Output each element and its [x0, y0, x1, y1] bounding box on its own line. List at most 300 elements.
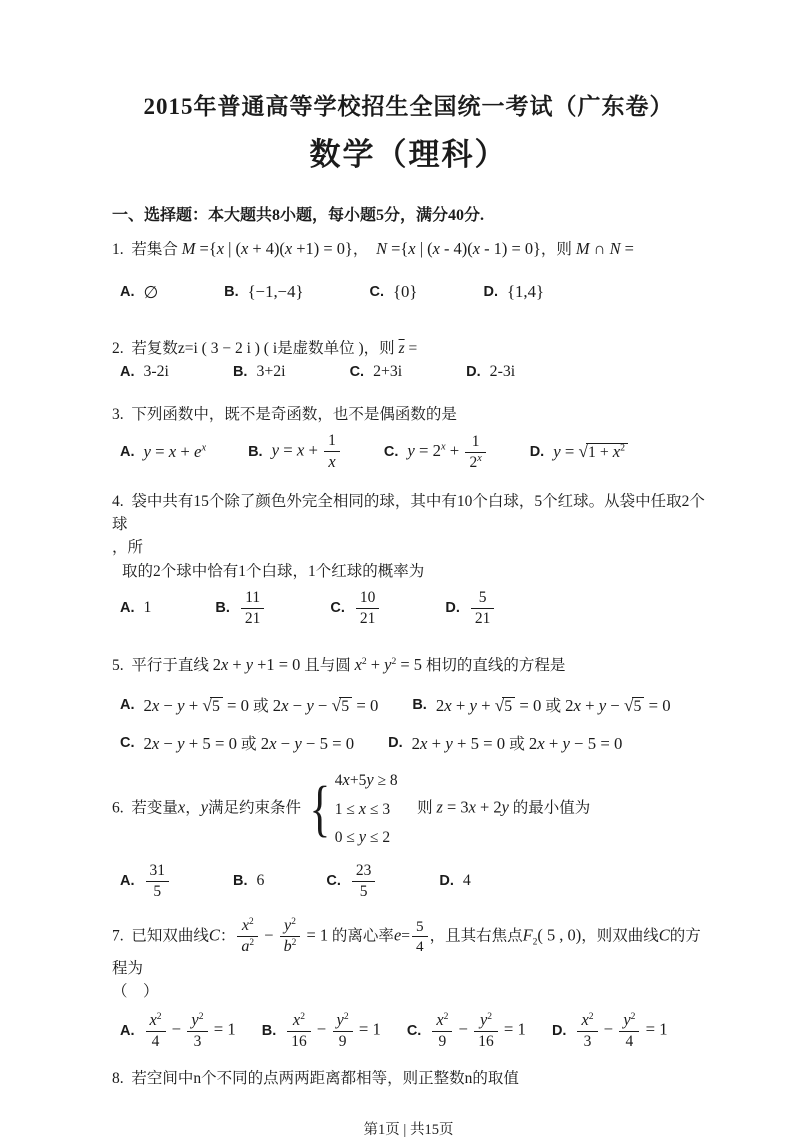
q4-option-B: [215, 589, 266, 628]
q5-option-B: [412, 693, 670, 716]
fraction-numerator: 23: [352, 862, 375, 882]
page-title: 2015年普通高等学校招生全国统一考试（广东卷）: [143, 94, 674, 119]
math-variable: y: [479, 1010, 488, 1030]
q5-option-A: [120, 693, 378, 716]
options-row: [112, 282, 705, 303]
q2-option-D: [466, 363, 515, 381]
math-text: | (: [224, 239, 241, 258]
question-stem: 2. 若复数z=i ( 3 − 2 i ) ( i是虚数单位 )，则 $\overline{z}$ =: [112, 339, 418, 357]
options-row: [112, 862, 705, 901]
math-variable: y: [358, 827, 367, 847]
math-variable: y: [469, 696, 477, 716]
math-text: 2: [212, 655, 221, 675]
option-content: [239, 589, 266, 628]
math-text: ={: [387, 239, 409, 258]
subscript: 2: [532, 936, 538, 948]
math-text: − 5 = 0: [301, 734, 355, 754]
math-variable: x: [201, 442, 207, 454]
math-variable: y: [384, 655, 392, 675]
math-variable: e: [194, 442, 202, 461]
question-8: [112, 1067, 705, 1090]
math-text: = 1: [209, 1019, 236, 1039]
fraction-numerator: [432, 1011, 452, 1032]
option-label: D.: [529, 444, 545, 460]
math-variable: x: [472, 239, 480, 258]
square-root: [202, 696, 222, 716]
option-label: C.: [383, 444, 399, 460]
math-variable: y: [200, 797, 208, 817]
question-stem: 6. 若变量x，y满足约束条件 { 4x+5y ≥ 8 1 ≤ x ≤ 3 0 ≤ y ≤ 2 则 z = 3x + 2y 的最小值为: [112, 768, 705, 850]
math-text: −: [312, 1019, 331, 1039]
option-content: [248, 282, 304, 302]
math-variable: y: [553, 442, 561, 461]
fraction-denominator: 3: [583, 1033, 592, 1051]
q1-option-A: [120, 282, 158, 303]
math-text: +: [228, 655, 246, 675]
math-variable: x: [354, 655, 362, 675]
constraint-line: 1 ≤ x ≤ 3: [334, 798, 391, 818]
fraction-denominator: [280, 937, 301, 957]
superscript: 2: [291, 916, 296, 927]
option-label: B.: [224, 284, 239, 301]
option-label: D.: [466, 363, 481, 380]
option-label: C.: [326, 873, 341, 890]
math-text: +: [304, 440, 323, 460]
option-label: C.: [330, 600, 345, 617]
math-variable: M: [575, 239, 590, 258]
math-text: = 1: [641, 1019, 668, 1039]
math-text: ( 5 , 0): [537, 925, 582, 945]
superscript: 2: [156, 1011, 162, 1023]
math-text: = 2: [414, 440, 441, 460]
page-subtitle: 数学（理科）: [309, 137, 508, 172]
question-stem: ，所: [112, 539, 144, 557]
math-text: - 4)(: [439, 239, 473, 258]
math-text: −: [606, 696, 624, 716]
math-variable: y: [177, 734, 185, 754]
options-row: [112, 731, 705, 754]
math-variable: a: [241, 938, 250, 956]
option-label: A.: [120, 363, 135, 380]
option-label: A.: [120, 873, 135, 890]
math-variable: y: [191, 1010, 199, 1030]
option-content: [507, 282, 544, 302]
sqrt-body: 5: [339, 697, 352, 715]
q3-option-A: [120, 442, 206, 462]
math-text: 2: [435, 696, 445, 716]
overline-variable: $\overline{z}$: [398, 339, 405, 357]
math-text: +: [445, 440, 464, 460]
fraction: [356, 589, 379, 628]
math-text: 2: [260, 734, 270, 754]
math-variable: N: [376, 239, 388, 258]
fraction-numerator: 10: [356, 589, 379, 609]
math-text: −: [599, 1019, 618, 1039]
q5-option-C: [120, 731, 354, 754]
q2-option-A: [120, 363, 169, 381]
math-text: ={: [195, 239, 217, 258]
q5-option-D: [388, 731, 622, 754]
options-row: [112, 693, 705, 716]
math-text: −: [276, 734, 295, 754]
option-content: [575, 1011, 667, 1051]
math-text: ∩: [589, 239, 610, 258]
radical-icon: √: [331, 696, 342, 716]
math-text: 2: [272, 696, 282, 716]
math-text: − 5 = 0: [569, 734, 623, 754]
fraction: [146, 1011, 166, 1051]
math-variable: F: [522, 925, 533, 945]
question-stem: 5. 平行于直线 2x + y +1 = 0 且与圆 $x^2 + y^2 = 5$ 相切的直线的方程是: [112, 655, 566, 675]
option-label: D.: [551, 1023, 567, 1040]
option-content: 1: [143, 599, 152, 617]
fraction-denominator: 9: [338, 1033, 347, 1051]
fraction-denominator: 21: [359, 609, 376, 627]
superscript: 2: [343, 1011, 349, 1023]
option-label: A.: [120, 284, 135, 301]
option-content: 3-2i: [143, 362, 169, 380]
fraction-numerator: [280, 917, 301, 938]
math-variable: x: [441, 441, 446, 453]
math-text: +: [184, 696, 203, 716]
math-variable: y: [336, 1010, 344, 1030]
radical-icon: √: [494, 696, 505, 716]
math-text: + 5 = 0: [184, 734, 237, 754]
option-label: A.: [120, 444, 135, 460]
math-text: +1) = 0}: [292, 239, 353, 258]
fraction-numerator: 1: [324, 432, 340, 452]
section-header: 一、选择题：本大题共8小题，每小题5分，满分40分.: [112, 207, 485, 224]
q4-option-D: [445, 589, 496, 628]
superscript: 2: [588, 1011, 594, 1023]
question-stem: （ ）: [112, 982, 159, 1000]
math-text: +: [580, 696, 599, 716]
math-variable: x: [149, 1010, 157, 1030]
sqrt-body: 5: [502, 697, 515, 715]
q6-option-C: [326, 862, 377, 901]
math-variable: y: [284, 916, 292, 934]
math-text: | (: [415, 239, 433, 258]
q6-option-A: [120, 862, 171, 901]
question-stem: 7. 已知双曲线C： $\frac{x^2}{a^2}$ − $\frac{y^2}{b^2}$ = 1 的离心率e= $\frac{5}{4}$ ，且其右焦点$F_2$( 5 , 0)，则双曲线C的方程为: [112, 916, 701, 977]
superscript: 2: [198, 1011, 204, 1023]
math-variable: x: [432, 239, 440, 258]
math-text: + 4)(: [248, 239, 285, 258]
math-text: −: [288, 696, 307, 716]
radical-icon: √: [202, 696, 212, 716]
math-variable: z: [436, 797, 443, 817]
fraction: [619, 1011, 639, 1051]
math-variable: x: [241, 916, 249, 934]
q7-option-A: [120, 1011, 236, 1051]
radical-icon: √: [624, 696, 634, 716]
fraction: [412, 918, 428, 956]
math-variable: y: [245, 655, 254, 675]
option-content: 2+3i: [373, 362, 403, 380]
math-variable: x: [573, 696, 581, 716]
option-label: A.: [120, 1023, 135, 1040]
fraction-denominator: 4: [415, 938, 424, 956]
fraction-numerator: 1: [465, 433, 485, 453]
fraction-numerator: [146, 1011, 166, 1032]
q7-option-B: [262, 1011, 381, 1051]
question-stem: 3. 下列函数中，既不是奇函数，也不是偶函数的是: [112, 405, 457, 423]
math-variable: x: [477, 452, 482, 464]
sqrt-body: $1 + x^2$: [586, 443, 628, 461]
math-variable: N: [609, 239, 621, 258]
math-variable: x: [240, 239, 249, 258]
math-variable: x: [612, 442, 621, 461]
constraint-line: 4x+5y ≥ 8: [334, 770, 398, 790]
math-text: +1 = 0: [253, 655, 301, 675]
math-variable: y: [306, 696, 314, 716]
superscript: 2: [248, 916, 254, 927]
math-variable: b: [283, 938, 292, 956]
math-variable: y: [407, 440, 415, 460]
radical-icon: √: [578, 442, 589, 461]
question-stem: 8. 若空间中n个不同的点两两距离都相等，则正整数n的取值: [112, 1069, 519, 1087]
math-text: ∅: [143, 282, 159, 302]
math-text: = 1: [302, 925, 329, 945]
math-variable: x: [216, 239, 224, 258]
fraction: [324, 432, 340, 472]
option-content: [285, 1011, 381, 1051]
math-text: +: [476, 696, 495, 716]
page-footer: 第1页 | 共15页: [363, 1122, 454, 1139]
math-variable: x: [328, 451, 336, 471]
math-text: {1,4}: [506, 282, 545, 302]
math-variable: y: [366, 770, 374, 790]
math-variable: x: [151, 734, 160, 754]
q2-option-B: [233, 363, 286, 381]
options-row: [112, 589, 705, 628]
math-text: =: [560, 442, 579, 461]
math-variable: x: [342, 770, 350, 790]
fraction-numerator: [474, 1011, 497, 1032]
question-7: [112, 917, 705, 1051]
options-row: [112, 1011, 705, 1051]
math-variable: y: [598, 696, 607, 716]
superscript: [201, 443, 206, 454]
constraint-lines: [335, 768, 398, 850]
math-variable: C: [658, 925, 670, 945]
math-variable: x: [177, 797, 186, 817]
q1-option-B: [224, 282, 303, 302]
math-text: 2: [528, 734, 538, 754]
option-label: C.: [349, 363, 365, 380]
option-label: B.: [261, 1023, 277, 1040]
fraction-numerator: [287, 1011, 310, 1032]
constraint-system: [305, 768, 398, 850]
math-text: + 5 = 0: [452, 734, 506, 754]
math-variable: y: [623, 1010, 631, 1030]
fraction-denominator: 3: [193, 1033, 202, 1051]
superscript: 2: [391, 656, 397, 668]
math-text: 2: [565, 696, 574, 716]
option-content: [144, 442, 207, 462]
math-variable: x: [420, 734, 428, 754]
fraction-denominator: 21: [474, 609, 491, 627]
question-6: [112, 768, 705, 901]
fraction-denominator: 9: [438, 1033, 447, 1051]
math-text: = 1: [499, 1019, 526, 1039]
math-text: = 5: [396, 655, 422, 675]
option-label: B.: [232, 873, 248, 890]
math-text: = 0: [352, 696, 379, 716]
math-variable: x: [220, 655, 229, 675]
math-text: = 3: [442, 797, 469, 817]
option-content: [144, 282, 159, 303]
math-variable: y: [501, 797, 509, 817]
fraction-denominator: 2$^x$: [469, 452, 482, 471]
option-content: [407, 433, 487, 472]
left-brace-icon: {: [309, 774, 331, 843]
fraction: [474, 1011, 497, 1051]
math-variable: e: [393, 925, 402, 945]
square-root: [624, 696, 644, 716]
math-variable: y: [271, 440, 280, 460]
math-text: - 1) = 0}: [479, 239, 541, 258]
q4-option-C: [330, 589, 381, 628]
superscript: 2: [361, 656, 367, 668]
math-variable: x: [168, 442, 177, 461]
math-text: =: [279, 440, 297, 460]
option-content: [350, 862, 377, 901]
option-content: [430, 1011, 526, 1051]
question-4: [112, 490, 705, 628]
sqrt-body: 5: [632, 697, 645, 715]
math-text: = 0: [644, 696, 671, 716]
option-content: 3+2i: [256, 362, 286, 380]
fraction-denominator: 21: [244, 609, 261, 627]
sqrt-body: 5: [210, 697, 223, 715]
question-stem: 取的2个球中恰有1个白球，1个红球的概率为: [122, 562, 425, 580]
math-text: =: [150, 442, 169, 461]
math-text: −: [454, 1019, 473, 1039]
math-text: + 2: [475, 797, 502, 817]
math-text: =: [620, 239, 634, 258]
option-label: D.: [388, 734, 403, 751]
option-label: C.: [406, 1023, 422, 1040]
q7-option-D: [552, 1011, 668, 1051]
math-variable: x: [358, 798, 367, 818]
math-variable: x: [537, 734, 545, 754]
fraction: [241, 589, 264, 628]
math-variable: x: [269, 734, 277, 754]
math-variable: x: [284, 239, 293, 258]
option-content: [469, 589, 496, 628]
fraction: [280, 917, 301, 957]
superscript: 2: [443, 1011, 449, 1023]
superscript: [477, 452, 482, 463]
question-5: [112, 653, 705, 754]
math-variable: x: [436, 1010, 444, 1030]
q6-option-B: [233, 872, 264, 890]
math-variable: x: [468, 797, 476, 817]
fraction: [465, 433, 485, 472]
q6-option-D: [439, 872, 470, 890]
option-content: [272, 432, 342, 472]
square-root: [578, 442, 628, 462]
math-variable: y: [143, 442, 151, 461]
fraction: [287, 1011, 310, 1051]
math-variable: x: [581, 1010, 589, 1030]
options-row: [112, 432, 705, 472]
math-text: = 0: [515, 696, 542, 716]
option-content: 2x − y + 5 = 0 或 2x − y − 5 = 0: [143, 734, 355, 754]
question-1: [112, 237, 705, 303]
q1-option-C: [370, 282, 418, 302]
options-row: [112, 363, 705, 381]
math-text: −: [159, 734, 178, 754]
math-variable: x: [281, 696, 289, 716]
math-variable: C: [208, 925, 220, 945]
math-text: −: [167, 1019, 186, 1039]
math-variable: x: [296, 440, 305, 460]
math-variable: x: [292, 1010, 301, 1030]
q1-option-D: [483, 282, 544, 302]
math-text: = 1: [354, 1019, 381, 1039]
fraction-numerator: [333, 1011, 353, 1032]
option-label: A.: [120, 600, 135, 617]
math-variable: x: [444, 696, 452, 716]
fraction-denominator: 5: [359, 882, 368, 900]
option-content: [354, 589, 381, 628]
superscript: 2: [249, 938, 255, 949]
option-content: 4: [462, 872, 471, 890]
option-label: D.: [483, 284, 498, 301]
option-content: 6: [256, 872, 265, 890]
math-text: +: [366, 655, 385, 675]
math-text: = 0: [222, 696, 250, 716]
option-content: [393, 282, 417, 302]
q3-option-B: [248, 432, 342, 472]
math-variable: y: [294, 734, 302, 754]
fraction-denominator: [237, 937, 258, 957]
math-text: 2: [411, 734, 421, 754]
q2-option-C: [350, 363, 403, 381]
option-label: D.: [439, 873, 454, 890]
fraction-numerator: 5: [412, 918, 428, 937]
fraction-denominator: [324, 452, 340, 472]
fraction-numerator: [187, 1011, 207, 1032]
option-label: B.: [232, 363, 248, 380]
fraction: [237, 917, 258, 957]
fraction: [432, 1011, 452, 1051]
math-variable: y: [445, 734, 453, 754]
option-content: [144, 862, 171, 901]
math-variable: y: [177, 696, 185, 716]
fraction-numerator: 5: [471, 589, 494, 609]
fraction-denominator: 16: [478, 1033, 494, 1051]
superscript: 2: [300, 1011, 305, 1023]
fraction: [352, 862, 375, 901]
option-label: B.: [412, 696, 427, 713]
fraction-numerator: [619, 1011, 639, 1032]
math-variable: y: [562, 734, 570, 754]
q3-option-C: [384, 433, 488, 472]
superscript: 2: [630, 1011, 636, 1023]
square-root: [332, 696, 352, 716]
option-label: C.: [120, 734, 135, 751]
fraction-denominator: 16: [291, 1033, 307, 1051]
math-variable: x: [151, 696, 160, 716]
option-label: A.: [120, 696, 135, 713]
fraction-numerator: 31: [146, 862, 169, 882]
q4-option-A: [120, 599, 151, 617]
questions-container: [112, 237, 705, 1090]
superscript: 2: [487, 1011, 493, 1023]
